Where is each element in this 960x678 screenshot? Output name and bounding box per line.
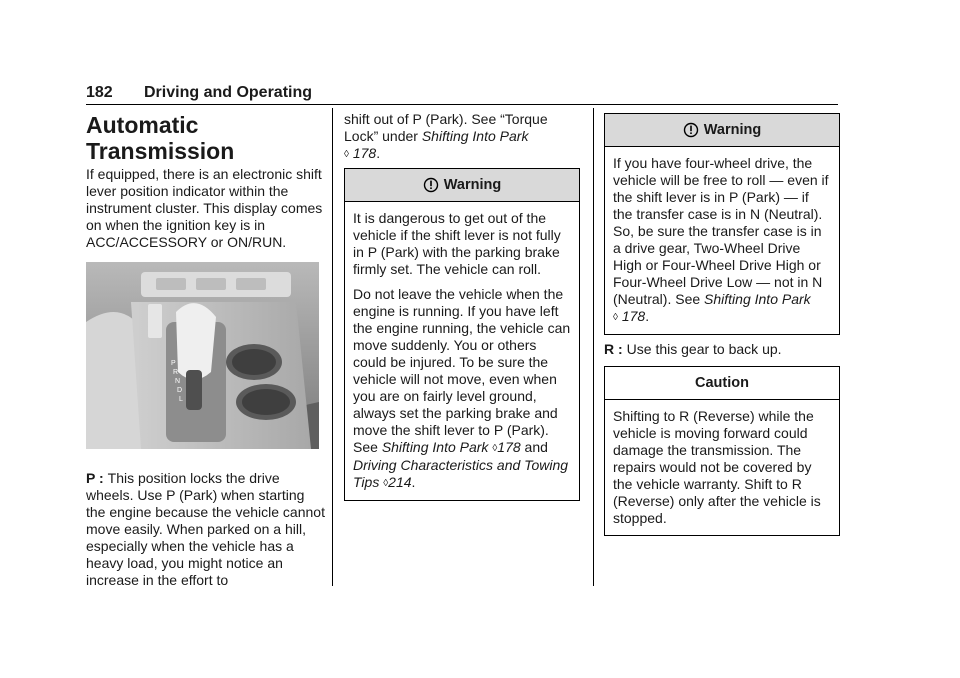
xref-link[interactable]: Shifting Into Park <box>421 128 529 144</box>
column-divider-2 <box>593 108 594 586</box>
warning-body <box>605 147 839 334</box>
caution-title: Caution <box>695 375 749 391</box>
warning-title: Warning <box>443 177 502 193</box>
gear-mark: L <box>179 396 183 403</box>
warning-body <box>345 202 579 500</box>
page-ref[interactable]: 178 <box>497 439 521 455</box>
gear-mark: D <box>177 387 183 394</box>
page-number: 182 <box>86 84 113 101</box>
gear-mark: R <box>173 369 179 376</box>
shift-lever-figure <box>86 262 319 449</box>
warning-header <box>605 114 839 147</box>
page-ref-icon: ◊ <box>492 443 498 454</box>
page-header <box>86 84 838 105</box>
xref-link[interactable]: Driving Characteristics and Towing Tips <box>353 457 569 490</box>
reverse-label: R : <box>604 341 623 357</box>
warning-paragraph: If you have four-wheel drive, the vehicle will be free to roll — even if the shift lever is in P (Park) — if the transfer case is in N (Neutral). So, be sure the transfer case is in a drive gear, Two-Wheel Drive High or Four-Wheel Drive High or Four-Wheel Drive Low — not in N (Neutral). See Shifting Into Park ◊ 178. <box>613 155 829 324</box>
warning-header <box>345 169 579 202</box>
warning-icon <box>423 177 439 193</box>
page-ref[interactable]: 178 <box>352 145 377 161</box>
park-description: P : This position locks the drive wheels. Use P (Park) when starting the engine because the vehicle cannot move easily. When parked on a hill, especially when the vehicle has a heavy load, you might notice an increase in the effort to <box>86 470 325 588</box>
warning-box-park <box>344 168 580 501</box>
column-divider-1 <box>332 108 333 586</box>
warning-paragraph: Do not leave the vehicle when the engine is running. If you have left the engine running, the vehicle can move suddenly. You or others could be injured. To be sure the vehicle will not move, even when you are on fairly level ground, always set the parking brake and move the shift lever to P (Park). See Shifting Into Park ◊178 and Driving Characteristics and Towing Tips ◊214. <box>353 286 571 490</box>
warning-title: Warning <box>703 122 762 138</box>
page-ref-icon: ◊ <box>344 149 349 160</box>
warning-box-4wd <box>604 113 840 335</box>
gear-mark: P <box>171 360 176 367</box>
section-title: Driving and Operating <box>144 84 313 101</box>
caution-box <box>604 366 840 536</box>
xref-link[interactable]: Shifting Into Park <box>381 439 489 455</box>
warning-icon <box>683 122 699 138</box>
park-continuation: shift out of P (Park). See “Torque Lock” under Shifting Into Park ◊ 178. <box>344 111 548 161</box>
caution-header <box>605 367 839 400</box>
page-ref[interactable]: 178 <box>621 308 646 324</box>
gear-mark: N <box>175 378 181 385</box>
warning-paragraph: It is dangerous to get out of the vehicle if the shift lever is not fully in P (Park) with the parking brake firmly set. The vehicle can roll. <box>353 210 561 277</box>
intro-paragraph: If equipped, there is an electronic shift lever position indicator within the instrument cluster. This display comes on when the ignition key is in ACC/ACCESSORY or ON/RUN. <box>86 166 323 250</box>
park-label: P : <box>86 470 104 486</box>
xref-link[interactable]: Shifting Into Park <box>704 291 811 307</box>
caution-body <box>605 400 839 535</box>
reverse-description: R : Use this gear to back up. <box>604 341 782 357</box>
page-ref-icon: ◊ <box>613 312 618 323</box>
caution-paragraph: Shifting to R (Reverse) while the vehicle is moving forward could damage the transmission. The repairs would not be covered by the vehicle warranty. Shift to R (Reverse) only after the vehicle is stopped. <box>613 408 821 526</box>
page-ref[interactable]: 214 <box>388 474 412 490</box>
section-heading: Automatic Transmission <box>86 112 235 164</box>
page-ref-icon: ◊ <box>383 478 389 489</box>
